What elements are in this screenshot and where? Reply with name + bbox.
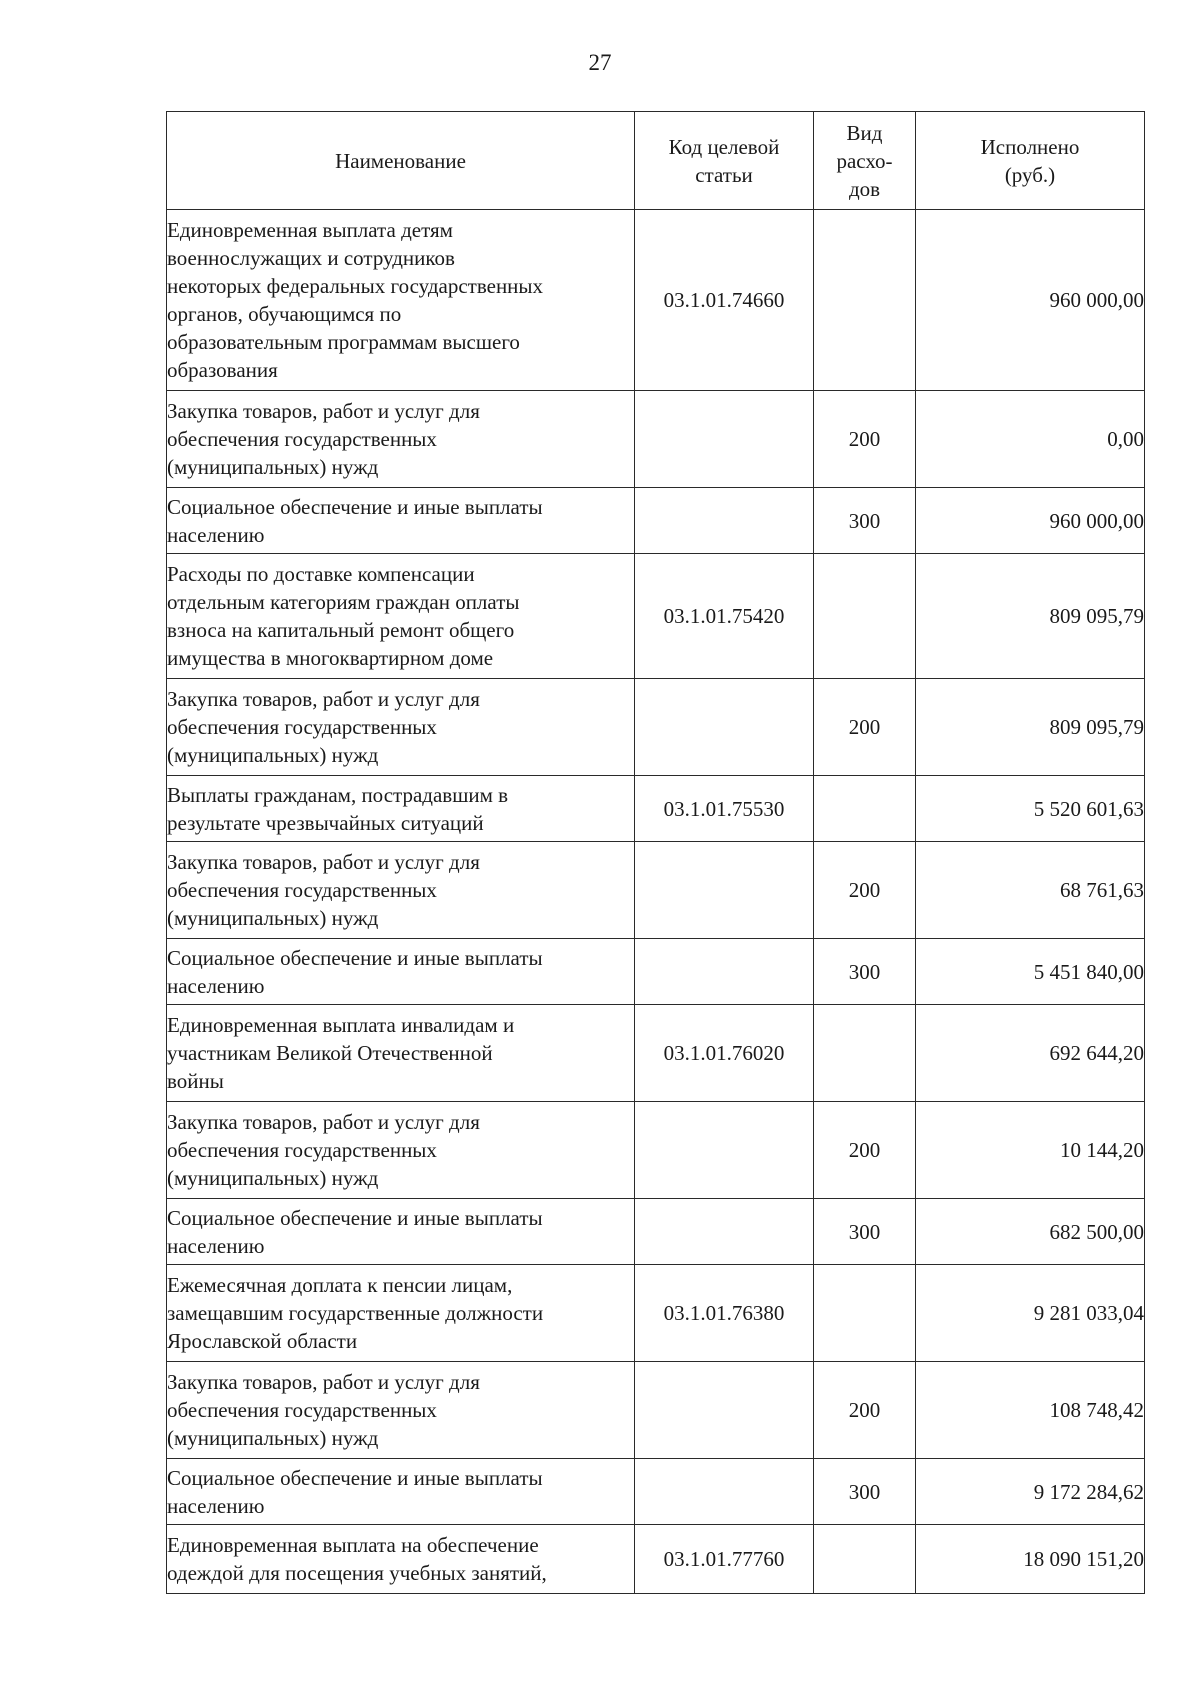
- header-sum: [916, 112, 1145, 210]
- row-sum-cell: 18 090 151,20: [916, 1525, 1145, 1594]
- row-sum-cell: 5 520 601,63: [916, 776, 1145, 842]
- row-sum-cell: 692 644,20: [916, 1005, 1145, 1102]
- row-kind-cell: 200: [814, 1362, 916, 1459]
- row-kind-cell: 200: [814, 391, 916, 488]
- header-sum-label: Исполнено (руб.): [980, 134, 1080, 187]
- header-code-label: Код целевой статьи: [668, 134, 780, 187]
- header-code: [635, 112, 814, 210]
- row-name-cell: Выплаты гражданам, пострадавшим в результате чрезвычайных ситуаций: [167, 776, 635, 842]
- row-name-cell: Единовременная выплата на обеспечение одеждой для посещения учебных занятий,: [167, 1525, 635, 1594]
- row-name-cell: Социальное обеспечение и иные выплаты населению: [167, 1199, 635, 1265]
- header-name: [167, 112, 635, 210]
- row-kind-cell: [814, 1005, 916, 1102]
- row-code-cell: [635, 1459, 814, 1525]
- row-name-cell: Социальное обеспечение и иные выплаты населению: [167, 488, 635, 554]
- header-kind: [814, 112, 916, 210]
- table-header-row: [167, 112, 1145, 210]
- table-row: [167, 1005, 1145, 1102]
- row-kind-cell: 200: [814, 679, 916, 776]
- row-kind-cell: 300: [814, 1199, 916, 1265]
- row-code-cell: [635, 1102, 814, 1199]
- row-kind-cell: 300: [814, 939, 916, 1005]
- row-code-cell: 03.1.01.77760: [635, 1525, 814, 1594]
- table-row: [167, 210, 1145, 391]
- row-sum-cell: 960 000,00: [916, 488, 1145, 554]
- row-code-cell: [635, 939, 814, 1005]
- row-name-cell: Единовременная выплата инвалидам и участникам Великой Отечественной войны: [167, 1005, 635, 1102]
- row-sum-cell: 68 761,63: [916, 842, 1145, 939]
- row-kind-cell: [814, 210, 916, 391]
- row-sum-cell: 809 095,79: [916, 679, 1145, 776]
- row-kind-cell: 200: [814, 842, 916, 939]
- row-code-cell: 03.1.01.74660: [635, 210, 814, 391]
- row-name-cell: Закупка товаров, работ и услуг для обеспечения государственных (муниципальных) нужд: [167, 679, 635, 776]
- table-row: [167, 939, 1145, 1005]
- table-row: [167, 554, 1145, 679]
- row-code-cell: [635, 842, 814, 939]
- row-sum-cell: 809 095,79: [916, 554, 1145, 679]
- row-kind-cell: 300: [814, 1459, 916, 1525]
- row-name-cell: Закупка товаров, работ и услуг для обеспечения государственных (муниципальных) нужд: [167, 1362, 635, 1459]
- row-name-cell: Закупка товаров, работ и услуг для обеспечения государственных (муниципальных) нужд: [167, 1102, 635, 1199]
- table-row: [167, 776, 1145, 842]
- row-name-cell: Социальное обеспечение и иные выплаты населению: [167, 1459, 635, 1525]
- table-row: [167, 842, 1145, 939]
- row-sum-cell: 0,00: [916, 391, 1145, 488]
- row-code-cell: [635, 488, 814, 554]
- row-code-cell: [635, 679, 814, 776]
- row-code-cell: 03.1.01.75420: [635, 554, 814, 679]
- table-row: [167, 1199, 1145, 1265]
- row-sum-cell: 682 500,00: [916, 1199, 1145, 1265]
- row-sum-cell: 9 281 033,04: [916, 1265, 1145, 1362]
- table-row: [167, 1525, 1145, 1594]
- row-sum-cell: 9 172 284,62: [916, 1459, 1145, 1525]
- row-code-cell: 03.1.01.75530: [635, 776, 814, 842]
- table-row: [167, 1459, 1145, 1525]
- table-row: [167, 1102, 1145, 1199]
- row-sum-cell: 5 451 840,00: [916, 939, 1145, 1005]
- row-code-cell: [635, 391, 814, 488]
- row-name-cell: Ежемесячная доплата к пенсии лицам, замещавшим государственные должности Ярославской области: [167, 1265, 635, 1362]
- row-kind-cell: 300: [814, 488, 916, 554]
- row-code-cell: 03.1.01.76380: [635, 1265, 814, 1362]
- row-code-cell: [635, 1199, 814, 1265]
- row-kind-cell: [814, 1265, 916, 1362]
- row-sum-cell: 108 748,42: [916, 1362, 1145, 1459]
- table-row: [167, 679, 1145, 776]
- header-name-label: Наименование: [335, 148, 466, 173]
- table-row: [167, 391, 1145, 488]
- row-code-cell: 03.1.01.76020: [635, 1005, 814, 1102]
- row-name-cell: Социальное обеспечение и иные выплаты населению: [167, 939, 635, 1005]
- row-sum-cell: 960 000,00: [916, 210, 1145, 391]
- row-code-cell: [635, 1362, 814, 1459]
- header-kind-label: Вид расхо- дов: [836, 120, 893, 201]
- row-name-cell: Расходы по доставке компенсации отдельным категориям граждан оплаты взноса на капитальный ремонт общего имущества в многоквартирном доме: [167, 554, 635, 679]
- row-name-cell: Единовременная выплата детям военнослужащих и сотрудников некоторых федеральных государственных органов, обучающимся по образовательным программам высшего образования: [167, 210, 635, 391]
- table-row: [167, 1265, 1145, 1362]
- row-kind-cell: 200: [814, 1102, 916, 1199]
- row-name-cell: Закупка товаров, работ и услуг для обеспечения государственных (муниципальных) нужд: [167, 391, 635, 488]
- row-sum-cell: 10 144,20: [916, 1102, 1145, 1199]
- expenditure-table: [166, 111, 1145, 1594]
- table-row: [167, 1362, 1145, 1459]
- row-kind-cell: [814, 776, 916, 842]
- row-name-cell: Закупка товаров, работ и услуг для обеспечения государственных (муниципальных) нужд: [167, 842, 635, 939]
- table-body: [167, 210, 1145, 1594]
- page-number: 27: [588, 50, 612, 75]
- row-kind-cell: [814, 554, 916, 679]
- table-row: [167, 488, 1145, 554]
- row-kind-cell: [814, 1525, 916, 1594]
